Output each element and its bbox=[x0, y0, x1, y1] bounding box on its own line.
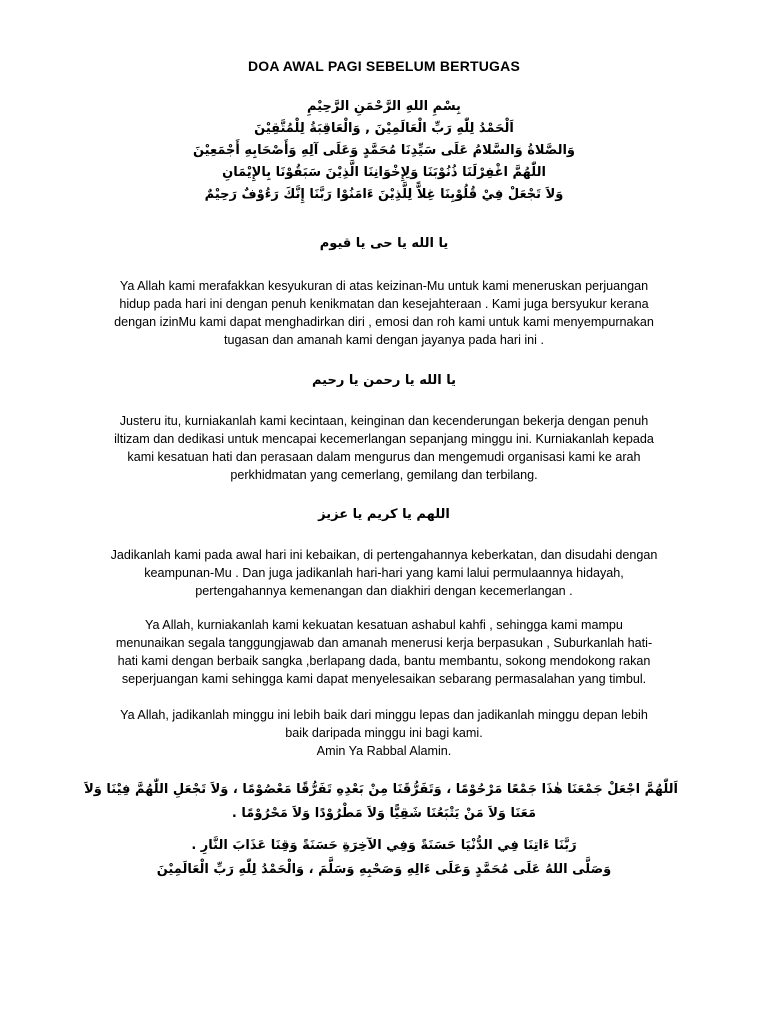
paragraph-3 bbox=[110, 546, 658, 600]
paragraph-line: Ya Allah kami merafakkan kesyukuran di atas keizinan-Mu untuk kami meneruskan perjuangan bbox=[119, 279, 649, 293]
dua-heading-1: يا الله يا حى يا قيوم bbox=[319, 236, 449, 251]
paragraph-line: Justeru itu, kurniakanlah kami kecintaan, keinginan dan kecenderungan bekerja dengan penuh bbox=[119, 414, 649, 428]
paragraph-line: Jadikanlah kami pada awal hari ini kebaikan, di pertengahannya keberkatan, dan disudahi dengan bbox=[110, 548, 658, 562]
paragraph-5 bbox=[110, 706, 658, 760]
closing-arabic-line: رَبَّنَا ءَاتِنَا فِي الدُّنْيَا حَسَنَةً وَفِي الآخِرَةِ حَسَنَةً وَقِنَا عَذَابَ النَّارِ . bbox=[191, 838, 577, 853]
closing-arabic-line: وَصَلَّى اللهُ عَلَى مُحَمَّدٍ وَعَلَى ءَالِهِ وَصَحْبِهِ وَسَلَّمَ ، وَالْحَمْدُ لِلّٰهِ رَبِّ الْعَالَمِيْنَ bbox=[156, 862, 612, 877]
opening-arabic-line: اَلْحَمْدُ لِلّٰهِ رَبِّ الْعَالَمِيْنَ , وَالْعَاقِبَةُ لِلْمُتَّقِيْنَ bbox=[254, 121, 514, 136]
opening-arabic-line: وَالصَّلاةُ وَالسَّلامُ عَلَى سَيِّدِنَا مُحَمَّدٍ وَعَلَى آلِهِ وَأَصْحَابِهِ أَجْمَعِيْنَ bbox=[192, 143, 575, 158]
paragraph-line: menunaikan segala tanggungjawab dan amanah menerusi kerja berpasukan , Suburkanlah hati- bbox=[115, 636, 653, 650]
paragraph-2 bbox=[110, 412, 658, 484]
paragraph-line: Amin Ya Rabbal Alamin. bbox=[316, 744, 452, 758]
paragraph-line: hati kami dengan berbaik sangka ,berlapang dada, bantu membantu, sokong mendokong rakan bbox=[117, 654, 651, 668]
dua-heading-3: اللهم يا كريم يا عزيز bbox=[318, 507, 450, 522]
paragraph-1 bbox=[110, 277, 658, 349]
paragraph-line: baik daripada minggu ini bagi kami. bbox=[285, 726, 483, 740]
paragraph-line: dengan izinMu kami dapat menghadirkan diri , emosi dan roh kami untuk kami menyempurnakan bbox=[114, 315, 654, 329]
closing-arabic-line: مَعَنَا وَلاَ مَنْ يَتْبَعُنَا شَقِيًّا وَلاَ مَطْرُوْدًا وَلاَ مَحْرُوْمًا . bbox=[231, 806, 537, 821]
paragraph-line: tugasan dan amanah kami dengan jayanya pada hari ini . bbox=[224, 333, 544, 347]
opening-arabic-line: اللّٰهُمَّ اغْفِرْلَنَا ذُنُوْبَنَا وَلِإِخْوَانِنَا الَّذِيْنَ سَبَقُوْنَا بِالإِيْمَانِ bbox=[222, 165, 546, 180]
paragraph-line: iltizam dan dedikasi untuk mencapai kecemerlangan sepanjang minggu ini. Kurniakanlah kepada bbox=[114, 432, 654, 446]
paragraph-line: kami kesatuan hati dan perasaan dalam mengurus dan mengemudi organisasi kami ke arah bbox=[127, 450, 641, 464]
paragraph-line: hidup pada hari ini dengan penuh kenikmatan dan kesejahteraan . Kami juga bersyukur kerana bbox=[119, 297, 649, 311]
opening-arabic-line: وَلاَ تَجْعَلْ فِيْ قُلُوْبِنَا غِلاًّ لِلَّذِيْنَ ءَامَنُوْا رَبَّنَا إِنَّكَ رَءُوْفٌ رَحِيْمٌ bbox=[204, 187, 564, 202]
paragraph-line: Ya Allah, jadikanlah minggu ini lebih baik dari minggu lepas dan jadikanlah minggu depan lebih bbox=[120, 708, 648, 722]
opening-arabic-line: بِسْمِ اللهِ الرَّحْمَنِ الرَّحِيْمِ bbox=[307, 99, 461, 114]
closing-arabic-line: اَللّٰهُمَّ اجْعَلْ جَمْعَنَا هٰذَا جَمْعًا مَرْحُوْمًا ، وَتَفَرُّقَنَا مِنْ بَعْدِهِ تَفَرُّقًا مَعْصُوْمًا ، وَلاَ تَجْعَلِ اللّٰهُمَّ فِيْنَا وَلاَ bbox=[84, 782, 678, 797]
opening-arabic-block bbox=[150, 96, 618, 206]
paragraph-line: Ya Allah, kurniakanlah kami kekuatan kesatuan ashabul kahfi , sehingga kami mampu bbox=[145, 618, 623, 632]
document-title: DOA AWAL PAGI SEBELUM BERTUGAS bbox=[247, 58, 520, 74]
paragraph-4 bbox=[110, 616, 658, 688]
dua-heading-2: يا الله يا رحمن يا رحيم bbox=[311, 373, 457, 388]
paragraph-line: keampunan-Mu . Dan juga jadikanlah hari-hari yang kami lalui permulaannya hidayah, bbox=[144, 566, 624, 580]
paragraph-line: pertengahannya kemenangan dan diakhiri dengan kecemerlangan . bbox=[195, 584, 573, 598]
paragraph-line: seperjuangan kami sehingga kami dapat menyelesaikan sebarang permasalahan yang timbul. bbox=[121, 672, 647, 686]
closing-arabic-block bbox=[84, 778, 678, 882]
paragraph-line: perkhidmatan yang cemerlang, gemilang dan terbilang. bbox=[230, 468, 538, 482]
